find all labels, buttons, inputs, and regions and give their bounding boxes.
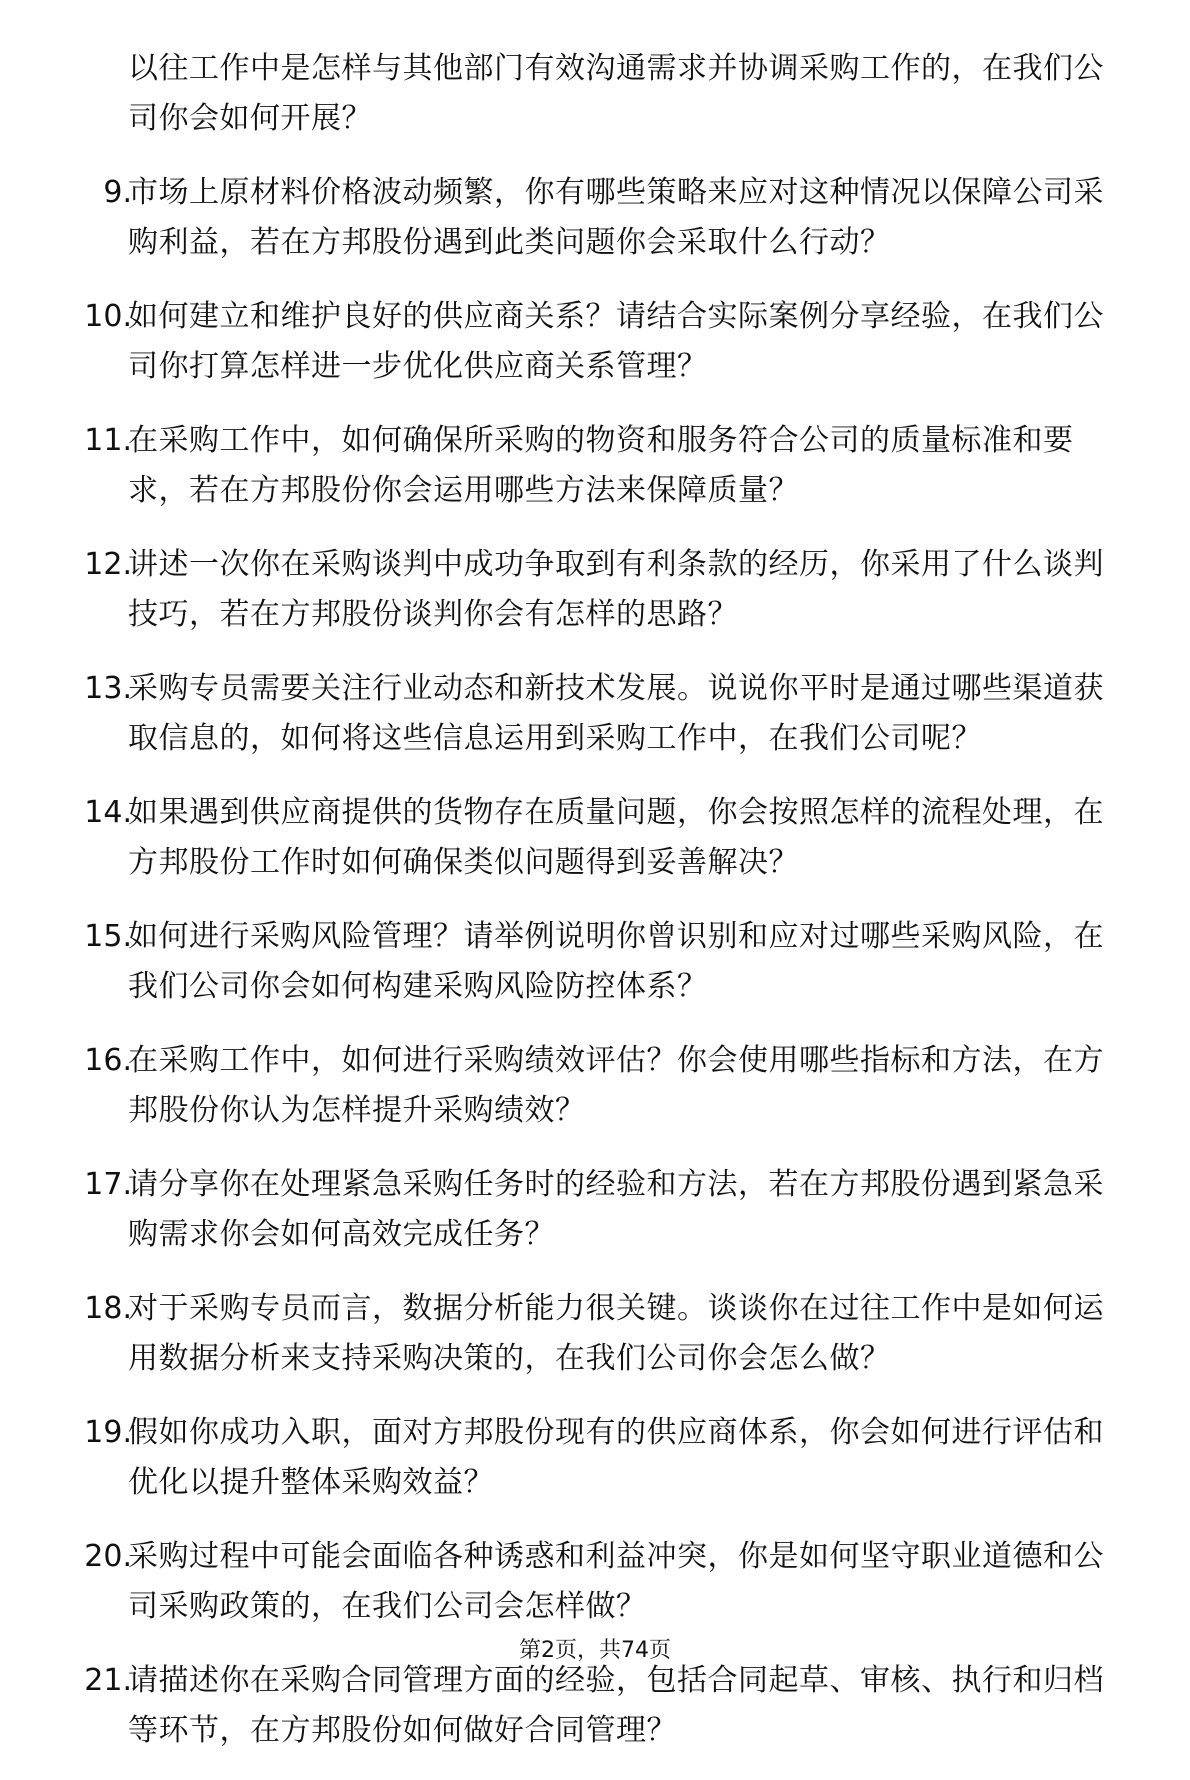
question-item-14 bbox=[0, 788, 1190, 888]
question-text: 市场上原材料价格波动频繁，你有哪些策略来应对这种情况以保障公司采购利益，若在方邦股份遇到此类问题你会采取什么行动？ bbox=[128, 175, 1104, 260]
question-number: 13. bbox=[84, 671, 132, 706]
intro-paragraph bbox=[0, 44, 1190, 144]
question-number: 15. bbox=[84, 919, 132, 954]
intro-text: 以往工作中是怎样与其他部门有效沟通需求并协调采购工作的，在我们公司你会如何开展？ bbox=[128, 51, 1104, 136]
question-item-12 bbox=[0, 540, 1190, 640]
question-text: 如何进行采购风险管理？请举例说明你曾识别和应对过哪些采购风险，在我们公司你会如何构建采购风险防控体系？ bbox=[128, 919, 1104, 1004]
document-body bbox=[0, 44, 1190, 1780]
question-item-19 bbox=[0, 1408, 1190, 1508]
question-item-17 bbox=[0, 1160, 1190, 1260]
question-number: 21. bbox=[84, 1663, 132, 1698]
question-text: 采购过程中可能会面临各种诱惑和利益冲突，你是如何坚守职业道德和公司采购政策的，在我们公司会怎样做？ bbox=[128, 1539, 1104, 1624]
question-number: 20. bbox=[84, 1539, 132, 1574]
question-text: 如何建立和维护良好的供应商关系？请结合实际案例分享经验，在我们公司你打算怎样进一步优化供应商关系管理？ bbox=[128, 299, 1104, 384]
question-text: 如果遇到供应商提供的货物存在质量问题，你会按照怎样的流程处理，在方邦股份工作时如何确保类似问题得到妥善解决？ bbox=[128, 795, 1104, 880]
question-number: 18. bbox=[84, 1291, 132, 1326]
question-number: 9. bbox=[103, 175, 132, 210]
question-text: 在采购工作中，如何确保所采购的物资和服务符合公司的质量标准和要求，若在方邦股份你会运用哪些方法来保障质量？ bbox=[128, 423, 1074, 508]
question-item-10 bbox=[0, 292, 1190, 392]
question-item-13 bbox=[0, 664, 1190, 764]
question-item-9 bbox=[0, 168, 1190, 268]
page-number-label: 第2页，共74页 bbox=[519, 1638, 671, 1663]
question-item-18 bbox=[0, 1284, 1190, 1384]
question-number: 16. bbox=[84, 1043, 132, 1078]
question-number: 14. bbox=[84, 795, 132, 830]
question-item-16 bbox=[0, 1036, 1190, 1136]
question-number: 19. bbox=[84, 1415, 132, 1450]
page-footer bbox=[0, 1636, 1190, 1666]
question-text: 在采购工作中，如何进行采购绩效评估？你会使用哪些指标和方法，在方邦股份你认为怎样提升采购绩效？ bbox=[128, 1043, 1104, 1128]
question-text: 假如你成功入职，面对方邦股份现有的供应商体系，你会如何进行评估和优化以提升整体采购效益？ bbox=[128, 1415, 1104, 1500]
question-item-15 bbox=[0, 912, 1190, 1012]
question-text: 采购专员需要关注行业动态和新技术发展。说说你平时是通过哪些渠道获取信息的，如何将这些信息运用到采购工作中，在我们公司呢？ bbox=[128, 671, 1104, 756]
question-text: 讲述一次你在采购谈判中成功争取到有利条款的经历，你采用了什么谈判技巧，若在方邦股份谈判你会有怎样的思路？ bbox=[128, 547, 1104, 632]
question-text: 对于采购专员而言，数据分析能力很关键。谈谈你在过往工作中是如何运用数据分析来支持采购决策的，在我们公司你会怎么做？ bbox=[128, 1291, 1104, 1376]
question-text: 请描述你在采购合同管理方面的经验，包括合同起草、审核、执行和归档等环节，在方邦股份如何做好合同管理？ bbox=[128, 1663, 1104, 1748]
question-number: 17. bbox=[84, 1167, 132, 1202]
question-item-20 bbox=[0, 1532, 1190, 1632]
question-number: 11. bbox=[84, 423, 132, 458]
question-number: 12. bbox=[84, 547, 132, 582]
question-text: 请分享你在处理紧急采购任务时的经验和方法，若在方邦股份遇到紧急采购需求你会如何高效完成任务？ bbox=[128, 1167, 1104, 1252]
question-item-11 bbox=[0, 416, 1190, 516]
question-item-21 bbox=[0, 1656, 1190, 1756]
question-number: 10. bbox=[84, 299, 132, 334]
